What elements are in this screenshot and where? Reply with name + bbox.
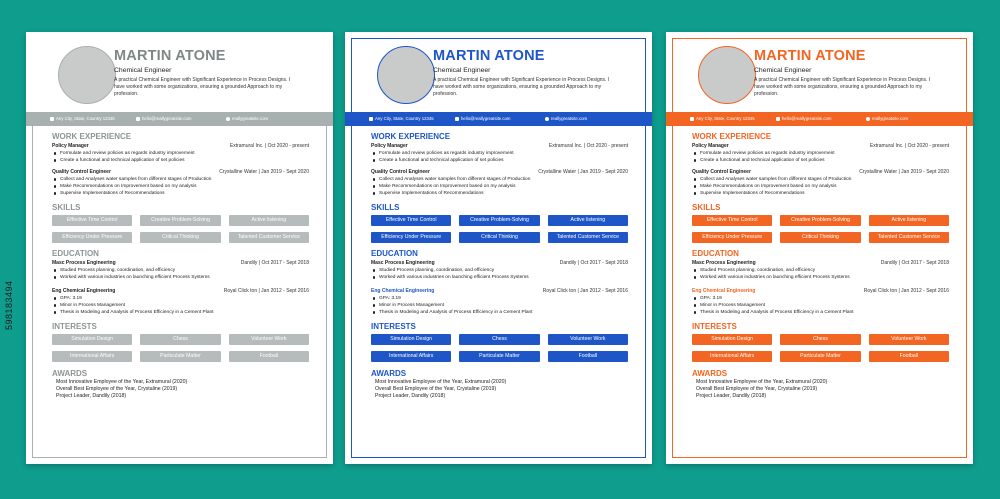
location-pin-icon <box>690 117 694 121</box>
job-bullet: Create a functional and technical application of set policies <box>379 157 628 164</box>
skills-heading: SKILLS <box>692 203 721 212</box>
education-bullet: Studied Process planning, coordination, and efficiency <box>379 267 628 274</box>
candidate-role: Chemical Engineer <box>754 67 812 74</box>
skill-tag: Talented Customer Service <box>229 232 309 243</box>
interest-tag: Football <box>869 351 949 362</box>
email-text: hello@reallygreatsite.com <box>461 116 511 121</box>
interest-tag: Football <box>229 351 309 362</box>
education-bullet: Minor in Process Management <box>700 302 949 309</box>
interest-tag: Chess <box>780 334 860 345</box>
resume-header <box>345 32 652 116</box>
education-bullets <box>371 295 628 316</box>
candidate-name: MARTIN ATONE <box>114 48 226 64</box>
work-entry <box>371 168 628 176</box>
resume-card-blue[interactable] <box>345 32 652 464</box>
interests-heading: INTERESTS <box>52 322 97 331</box>
job-bullet: Supervise Implementations of Recommendations <box>60 190 309 197</box>
education-bullets <box>692 267 949 281</box>
resume-body <box>692 132 949 400</box>
address-text: Any City, State, Country 12345 <box>56 116 115 121</box>
contact-bar <box>345 112 652 126</box>
education-date: Royal Click ton | Jan 2012 - Sept 2016 <box>223 288 309 294</box>
interest-tag: International Affairs <box>692 351 772 362</box>
website-text: reallygreatsite.com <box>551 116 588 121</box>
education-date: Dandily | Oct 2017 - Sept 2018 <box>240 260 309 266</box>
profile-summary: A practical Chemical Engineer with Significant Experience in Process Designs. I have worked with some organizations, ensuring a grounded Approach to my profession. <box>433 77 610 97</box>
job-bullet: Formulate and review policies as regards industry improvement <box>700 150 949 157</box>
skill-tag: Creative Problem-Solving <box>140 215 220 226</box>
skill-tag: Effective Time Control <box>52 215 132 226</box>
awards-heading: AWARDS <box>371 369 407 378</box>
skill-tag: Active listening <box>869 215 949 226</box>
job-bullet: Supervise Implementations of Recommendations <box>700 190 949 197</box>
degree-title: Eng Chemical Engineering <box>692 288 756 294</box>
stock-id-watermark: 598183494 <box>4 280 14 330</box>
interests-grid <box>692 334 949 362</box>
interest-tag: Chess <box>459 334 539 345</box>
education-bullets <box>52 295 309 316</box>
job-date: Extramural Inc. | Oct 2020 - present <box>869 143 949 149</box>
contact-email[interactable] <box>455 116 511 121</box>
degree-title: Eng Chemical Engineering <box>52 288 116 294</box>
skills-grid <box>371 215 628 243</box>
work-experience-heading: WORK EXPERIENCE <box>371 132 451 141</box>
skill-tag: Active listening <box>229 215 309 226</box>
awards-heading: AWARDS <box>52 369 88 378</box>
education-bullet: Worked with various industries on launching efficient Process Systems <box>700 274 949 281</box>
award-item: Overall Best Employee of the Year, Crystaline (2019) <box>375 386 497 392</box>
education-entry <box>371 259 628 267</box>
resume-card-grey[interactable] <box>26 32 333 464</box>
globe-icon <box>545 117 549 121</box>
job-bullet: Formulate and review policies as regards industry improvement <box>60 150 309 157</box>
address-text: Any City, State, Country 12345 <box>696 116 755 121</box>
resume-body <box>52 132 309 400</box>
interest-tag: International Affairs <box>371 351 451 362</box>
interests-grid <box>371 334 628 362</box>
education-date: Dandily | Oct 2017 - Sept 2018 <box>880 260 949 266</box>
interest-tag: Football <box>548 351 628 362</box>
award-item: Most Innovative Employee of the Year, Extramural (2020) <box>375 379 507 385</box>
profile-photo-placeholder <box>698 46 756 104</box>
interest-tag: Simulation Design <box>52 334 132 345</box>
education-heading: EDUCATION <box>52 249 99 258</box>
job-bullets <box>692 176 949 197</box>
work-entry <box>371 142 628 150</box>
job-bullet: Formulate and review policies as regards industry improvement <box>379 150 628 157</box>
skill-tag: Critical Thinking <box>459 232 539 243</box>
website-text: reallygreatsite.com <box>872 116 909 121</box>
job-date: Crystalline Water | Jan 2019 - Sept 2020 <box>538 169 628 175</box>
skill-tag: Creative Problem-Solving <box>459 215 539 226</box>
education-bullet: Worked with various industries on launching efficient Process Systems <box>60 274 309 281</box>
job-title: Quality Control Engineer <box>371 169 430 175</box>
education-bullet: Thesis in Modeling and Analysis of Process Efficiency in a Cement Plant <box>379 309 628 316</box>
education-date: Royal Click ton | Jan 2012 - Sept 2016 <box>542 288 628 294</box>
job-bullet: Create a functional and technical application of set policies <box>700 157 949 164</box>
profile-photo-placeholder <box>377 46 435 104</box>
education-bullet: Worked with various industries on launching efficient Process Systems <box>379 274 628 281</box>
interest-tag: Simulation Design <box>371 334 451 345</box>
contact-address <box>369 116 434 121</box>
contact-address <box>690 116 755 121</box>
skill-tag: Talented Customer Service <box>548 232 628 243</box>
contact-website[interactable] <box>226 116 268 121</box>
skill-tag: Active listening <box>548 215 628 226</box>
website-text: reallygreatsite.com <box>232 116 269 121</box>
awards-heading: AWARDS <box>692 369 728 378</box>
job-bullet: Collect and Analyses water samples from different stages of Production <box>60 176 309 183</box>
interest-tag: International Affairs <box>52 351 132 362</box>
education-bullet: GPA: 3.19 <box>700 295 949 302</box>
job-title: Policy Manager <box>52 143 89 149</box>
contact-website[interactable] <box>545 116 587 121</box>
degree-title: Eng Chemical Engineering <box>371 288 435 294</box>
education-bullet: GPA: 3.19 <box>379 295 628 302</box>
education-date: Royal Click ton | Jan 2012 - Sept 2016 <box>863 288 949 294</box>
work-entry <box>52 142 309 150</box>
award-item: Overall Best Employee of the Year, Crystaline (2019) <box>56 386 178 392</box>
interests-heading: INTERESTS <box>692 322 737 331</box>
job-date: Crystalline Water | Jan 2019 - Sept 2020 <box>219 169 309 175</box>
job-bullet: Make Recommendations on Improvement based on my analysis <box>379 183 628 190</box>
contact-email[interactable] <box>136 116 192 121</box>
resume-card-orange[interactable] <box>666 32 973 464</box>
education-bullets <box>692 295 949 316</box>
job-date: Extramural Inc. | Oct 2020 - present <box>548 143 628 149</box>
interest-tag: Simulation Design <box>692 334 772 345</box>
degree-title: Masc Process Engineering <box>52 260 116 266</box>
education-bullets <box>371 267 628 281</box>
education-bullet: GPA: 3.19 <box>60 295 309 302</box>
degree-title: Masc Process Engineering <box>371 260 435 266</box>
profile-summary: A practical Chemical Engineer with Significant Experience in Process Designs. I have worked with some organizations, ensuring a grounded Approach to my profession. <box>754 77 931 97</box>
job-bullet: Create a functional and technical application of set policies <box>60 157 309 164</box>
job-bullet: Make Recommendations on Improvement based on my analysis <box>700 183 949 190</box>
candidate-role: Chemical Engineer <box>433 67 491 74</box>
skill-tag: Efficiency Under Pressure <box>692 232 772 243</box>
interest-tag: Chess <box>140 334 220 345</box>
award-item: Most Innovative Employee of the Year, Extramural (2020) <box>56 379 188 385</box>
education-bullet: Studied Process planning, coordination, and efficiency <box>700 267 949 274</box>
resume-header <box>26 32 333 116</box>
job-bullets <box>52 176 309 197</box>
skills-heading: SKILLS <box>371 203 400 212</box>
education-bullet: Thesis in Modeling and Analysis of Process Efficiency in a Cement Plant <box>700 309 949 316</box>
contact-bar <box>26 112 333 126</box>
contact-address <box>50 116 115 121</box>
interest-tag: Particulate Matter <box>459 351 539 362</box>
work-entry <box>52 168 309 176</box>
skill-tag: Efficiency Under Pressure <box>52 232 132 243</box>
award-item: Project Leader, Dandily (2018) <box>696 393 767 399</box>
education-bullet: Thesis in Modeling and Analysis of Process Efficiency in a Cement Plant <box>60 309 309 316</box>
resume-body <box>371 132 628 400</box>
education-entry <box>692 259 949 267</box>
candidate-name: MARTIN ATONE <box>754 48 866 64</box>
job-bullet: Supervise Implementations of Recommendations <box>379 190 628 197</box>
job-title: Quality Control Engineer <box>52 169 111 175</box>
skill-tag: Effective Time Control <box>692 215 772 226</box>
education-bullet: Studied Process planning, coordination, and efficiency <box>60 267 309 274</box>
skill-tag: Critical Thinking <box>140 232 220 243</box>
skills-grid <box>52 215 309 243</box>
job-bullets <box>371 150 628 164</box>
education-entry <box>52 259 309 267</box>
skill-tag: Talented Customer Service <box>869 232 949 243</box>
job-bullet: Collect and Analyses water samples from different stages of Production <box>379 176 628 183</box>
skills-heading: SKILLS <box>52 203 81 212</box>
award-item: Project Leader, Dandily (2018) <box>375 393 446 399</box>
education-entry <box>692 287 949 295</box>
mail-icon <box>455 117 459 121</box>
work-experience-heading: WORK EXPERIENCE <box>52 132 132 141</box>
job-bullets <box>52 150 309 164</box>
contact-email[interactable] <box>776 116 832 121</box>
job-bullet: Collect and Analyses water samples from different stages of Production <box>700 176 949 183</box>
skill-tag: Efficiency Under Pressure <box>371 232 451 243</box>
job-bullet: Make Recommendations on Improvement based on my analysis <box>60 183 309 190</box>
job-date: Extramural Inc. | Oct 2020 - present <box>229 143 309 149</box>
candidate-role: Chemical Engineer <box>114 67 172 74</box>
skill-tag: Creative Problem-Solving <box>780 215 860 226</box>
job-bullets <box>371 176 628 197</box>
skill-tag: Effective Time Control <box>371 215 451 226</box>
education-entry <box>52 287 309 295</box>
interests-grid <box>52 334 309 362</box>
award-item: Most Innovative Employee of the Year, Extramural (2020) <box>696 379 828 385</box>
address-text: Any City, State, Country 12345 <box>375 116 434 121</box>
mail-icon <box>136 117 140 121</box>
work-entry <box>692 168 949 176</box>
education-entry <box>371 287 628 295</box>
globe-icon <box>866 117 870 121</box>
location-pin-icon <box>369 117 373 121</box>
education-heading: EDUCATION <box>692 249 739 258</box>
profile-summary: A practical Chemical Engineer with Significant Experience in Process Designs. I have worked with some organizations, ensuring a grounded Approach to my profession. <box>114 77 291 97</box>
award-item: Project Leader, Dandily (2018) <box>56 393 127 399</box>
interests-heading: INTERESTS <box>371 322 416 331</box>
job-bullets <box>692 150 949 164</box>
education-date: Dandily | Oct 2017 - Sept 2018 <box>559 260 628 266</box>
job-title: Policy Manager <box>371 143 408 149</box>
skills-grid <box>692 215 949 243</box>
job-title: Quality Control Engineer <box>692 169 751 175</box>
mail-icon <box>776 117 780 121</box>
degree-title: Masc Process Engineering <box>692 260 756 266</box>
work-experience-heading: WORK EXPERIENCE <box>692 132 772 141</box>
interest-tag: Volunteer Work <box>548 334 628 345</box>
work-entry <box>692 142 949 150</box>
award-item: Overall Best Employee of the Year, Crystaline (2019) <box>696 386 818 392</box>
email-text: hello@reallygreatsite.com <box>142 116 192 121</box>
globe-icon <box>226 117 230 121</box>
education-bullet: Minor in Process Management <box>379 302 628 309</box>
email-text: hello@reallygreatsite.com <box>782 116 832 121</box>
profile-photo-placeholder <box>58 46 116 104</box>
interest-tag: Particulate Matter <box>140 351 220 362</box>
education-heading: EDUCATION <box>371 249 418 258</box>
interest-tag: Volunteer Work <box>869 334 949 345</box>
interest-tag: Particulate Matter <box>780 351 860 362</box>
candidate-name: MARTIN ATONE <box>433 48 545 64</box>
location-pin-icon <box>50 117 54 121</box>
education-bullet: Minor in Process Management <box>60 302 309 309</box>
education-bullets <box>52 267 309 281</box>
job-date: Crystalline Water | Jan 2019 - Sept 2020 <box>859 169 949 175</box>
job-title: Policy Manager <box>692 143 729 149</box>
contact-bar <box>666 112 973 126</box>
skill-tag: Critical Thinking <box>780 232 860 243</box>
interest-tag: Volunteer Work <box>229 334 309 345</box>
contact-website[interactable] <box>866 116 908 121</box>
resume-header <box>666 32 973 116</box>
